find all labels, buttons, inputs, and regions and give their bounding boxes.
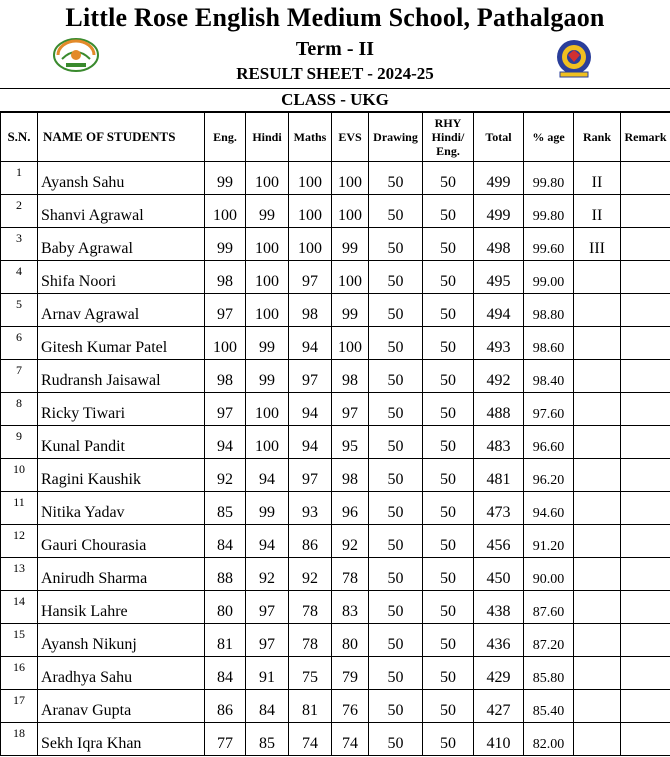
table-row [1,228,670,261]
rhy-marks-cell: 50 [423,558,474,591]
total-marks-cell: 473 [474,492,524,525]
total-marks-cell: 438 [474,591,524,624]
remark-cell [621,360,670,393]
maths-marks-cell: 75 [289,657,332,690]
evs-marks-cell: 96 [332,492,369,525]
drawing-marks-cell: 50 [369,723,423,756]
maths-marks-cell: 100 [289,228,332,261]
eng-marks-cell: 97 [205,393,246,426]
rank-cell: II [574,162,621,195]
eng-marks-cell: 84 [205,525,246,558]
maths-marks-cell: 98 [289,294,332,327]
evs-marks-cell: 98 [332,360,369,393]
serial-number-cell: 13 [1,558,38,591]
serial-number-cell: 12 [1,525,38,558]
rhy-marks-cell: 50 [423,624,474,657]
col-header-maths: Maths [289,113,332,162]
total-marks-cell: 427 [474,690,524,723]
rank-cell [574,261,621,294]
col-header-rhy [423,113,474,162]
hindi-marks-cell: 100 [246,393,289,426]
student-name-cell: Ayansh Sahu [38,162,205,195]
eng-marks-cell: 94 [205,426,246,459]
evs-marks-cell: 99 [332,228,369,261]
drawing-marks-cell: 50 [369,327,423,360]
remark-cell [621,492,670,525]
student-name-cell: Arnav Agrawal [38,294,205,327]
drawing-marks-cell: 50 [369,360,423,393]
maths-marks-cell: 97 [289,261,332,294]
hindi-marks-cell: 85 [246,723,289,756]
table-row [1,195,670,228]
rank-cell [574,360,621,393]
table-row [1,393,670,426]
drawing-marks-cell: 50 [369,162,423,195]
drawing-marks-cell: 50 [369,393,423,426]
eng-marks-cell: 86 [205,690,246,723]
col-header-name: NAME OF STUDENTS [38,113,205,162]
serial-number-cell: 5 [1,294,38,327]
total-marks-cell: 493 [474,327,524,360]
serial-number-cell: 16 [1,657,38,690]
rank-cell [574,624,621,657]
eng-marks-cell: 99 [205,162,246,195]
percentage-cell: 91.20 [524,525,574,558]
table-row [1,591,670,624]
drawing-marks-cell: 50 [369,624,423,657]
col-header-percentage: % age [524,113,574,162]
rhy-marks-cell: 50 [423,591,474,624]
serial-number-cell: 1 [1,162,38,195]
maths-marks-cell: 100 [289,195,332,228]
table-row [1,525,670,558]
eng-marks-cell: 100 [205,327,246,360]
rhy-marks-cell: 50 [423,459,474,492]
rank-cell [574,492,621,525]
remark-cell [621,723,670,756]
percentage-cell: 98.80 [524,294,574,327]
percentage-cell: 90.00 [524,558,574,591]
evs-marks-cell: 100 [332,327,369,360]
maths-marks-cell: 97 [289,360,332,393]
evs-marks-cell: 76 [332,690,369,723]
hindi-marks-cell: 92 [246,558,289,591]
student-name-cell: Anirudh Sharma [38,558,205,591]
table-row [1,690,670,723]
hindi-marks-cell: 100 [246,426,289,459]
percentage-cell: 85.40 [524,690,574,723]
percentage-cell: 97.60 [524,393,574,426]
hindi-marks-cell: 99 [246,327,289,360]
drawing-marks-cell: 50 [369,195,423,228]
maths-marks-cell: 81 [289,690,332,723]
hindi-marks-cell: 97 [246,624,289,657]
rhy-marks-cell: 50 [423,261,474,294]
rank-cell [574,327,621,360]
maths-marks-cell: 100 [289,162,332,195]
rhy-marks-cell: 50 [423,525,474,558]
total-marks-cell: 436 [474,624,524,657]
remark-cell [621,624,670,657]
student-name-cell: Rudransh Jaisawal [38,360,205,393]
rhy-marks-cell: 50 [423,360,474,393]
evs-marks-cell: 99 [332,294,369,327]
serial-number-cell: 7 [1,360,38,393]
student-name-cell: Kunal Pandit [38,426,205,459]
hindi-marks-cell: 91 [246,657,289,690]
percentage-cell: 98.40 [524,360,574,393]
rank-cell [574,393,621,426]
table-row [1,558,670,591]
maths-marks-cell: 92 [289,558,332,591]
rhy-marks-cell: 50 [423,393,474,426]
col-header-rank: Rank [574,113,621,162]
rank-cell: III [574,228,621,261]
eng-marks-cell: 88 [205,558,246,591]
maths-marks-cell: 86 [289,525,332,558]
evs-marks-cell: 100 [332,162,369,195]
rhy-marks-cell: 50 [423,492,474,525]
total-marks-cell: 499 [474,162,524,195]
remark-cell [621,162,670,195]
eng-marks-cell: 85 [205,492,246,525]
maths-marks-cell: 78 [289,624,332,657]
col-header-rhy-label: RHY Hindi/ Eng. [431,116,465,158]
hindi-marks-cell: 97 [246,591,289,624]
rank-cell [574,657,621,690]
drawing-marks-cell: 50 [369,261,423,294]
table-row [1,327,670,360]
percentage-cell: 96.60 [524,426,574,459]
student-name-cell: Aradhya Sahu [38,657,205,690]
student-name-cell: Gitesh Kumar Patel [38,327,205,360]
total-marks-cell: 429 [474,657,524,690]
evs-marks-cell: 79 [332,657,369,690]
remark-cell [621,294,670,327]
table-row [1,261,670,294]
eng-marks-cell: 81 [205,624,246,657]
eng-marks-cell: 80 [205,591,246,624]
total-marks-cell: 456 [474,525,524,558]
evs-marks-cell: 83 [332,591,369,624]
rhy-marks-cell: 50 [423,162,474,195]
eng-marks-cell: 99 [205,228,246,261]
percentage-cell: 87.60 [524,591,574,624]
hindi-marks-cell: 100 [246,294,289,327]
evs-marks-cell: 95 [332,426,369,459]
rhy-marks-cell: 50 [423,294,474,327]
total-marks-cell: 488 [474,393,524,426]
table-header-row [1,113,670,162]
total-marks-cell: 481 [474,459,524,492]
percentage-cell: 96.20 [524,459,574,492]
remark-cell [621,195,670,228]
eng-marks-cell: 98 [205,261,246,294]
rank-cell [574,294,621,327]
table-row [1,657,670,690]
percentage-cell: 99.80 [524,162,574,195]
percentage-cell: 94.60 [524,492,574,525]
eng-marks-cell: 92 [205,459,246,492]
remark-cell [621,327,670,360]
hindi-marks-cell: 94 [246,459,289,492]
rhy-marks-cell: 50 [423,657,474,690]
evs-marks-cell: 74 [332,723,369,756]
drawing-marks-cell: 50 [369,525,423,558]
remark-cell [621,591,670,624]
serial-number-cell: 8 [1,393,38,426]
serial-number-cell: 9 [1,426,38,459]
maths-marks-cell: 93 [289,492,332,525]
serial-number-cell: 11 [1,492,38,525]
maths-marks-cell: 97 [289,459,332,492]
total-marks-cell: 492 [474,360,524,393]
student-name-cell: Shifa Noori [38,261,205,294]
student-name-cell: Ragini Kaushik [38,459,205,492]
hindi-marks-cell: 100 [246,162,289,195]
table-row [1,360,670,393]
rank-cell [574,591,621,624]
evs-marks-cell: 78 [332,558,369,591]
remark-cell [621,690,670,723]
student-name-cell: Hansik Lahre [38,591,205,624]
percentage-cell: 98.60 [524,327,574,360]
result-sheet-title: RESULT SHEET - 2024-25 [236,64,434,83]
drawing-marks-cell: 50 [369,492,423,525]
hindi-marks-cell: 99 [246,492,289,525]
remark-cell [621,426,670,459]
percentage-cell: 87.20 [524,624,574,657]
hindi-marks-cell: 99 [246,360,289,393]
rhy-marks-cell: 50 [423,228,474,261]
hindi-marks-cell: 84 [246,690,289,723]
serial-number-cell: 2 [1,195,38,228]
hindi-marks-cell: 100 [246,228,289,261]
total-marks-cell: 450 [474,558,524,591]
percentage-cell: 85.80 [524,657,574,690]
drawing-marks-cell: 50 [369,294,423,327]
total-marks-cell: 494 [474,294,524,327]
serial-number-cell: 14 [1,591,38,624]
class-label: CLASS - UKG [0,88,670,112]
student-name-cell: Ricky Tiwari [38,393,205,426]
serial-number-cell: 15 [1,624,38,657]
col-header-total: Total [474,113,524,162]
student-name-cell: Nitika Yadav [38,492,205,525]
hindi-marks-cell: 99 [246,195,289,228]
drawing-marks-cell: 50 [369,459,423,492]
rhy-marks-cell: 50 [423,690,474,723]
evs-marks-cell: 92 [332,525,369,558]
eng-marks-cell: 84 [205,657,246,690]
rank-cell [574,690,621,723]
table-row [1,624,670,657]
evs-marks-cell: 100 [332,195,369,228]
rank-cell [574,723,621,756]
serial-number-cell: 18 [1,723,38,756]
sheet-header [0,0,670,112]
eng-marks-cell: 97 [205,294,246,327]
student-name-cell: Gauri Chourasia [38,525,205,558]
remark-cell [621,558,670,591]
school-name: Little Rose English Medium School, Pathalgaon [65,3,605,32]
rhy-marks-cell: 50 [423,426,474,459]
rank-cell [574,525,621,558]
drawing-marks-cell: 50 [369,426,423,459]
col-header-drawing: Drawing [369,113,423,162]
maths-marks-cell: 74 [289,723,332,756]
evs-marks-cell: 80 [332,624,369,657]
remark-cell [621,657,670,690]
total-marks-cell: 410 [474,723,524,756]
maths-marks-cell: 78 [289,591,332,624]
rank-cell [574,426,621,459]
rank-cell [574,558,621,591]
serial-number-cell: 4 [1,261,38,294]
total-marks-cell: 498 [474,228,524,261]
drawing-marks-cell: 50 [369,228,423,261]
remark-cell [621,393,670,426]
student-name-cell: Baby Agrawal [38,228,205,261]
drawing-marks-cell: 50 [369,558,423,591]
table-row [1,459,670,492]
student-name-cell: Shanvi Agrawal [38,195,205,228]
percentage-cell: 99.80 [524,195,574,228]
eng-marks-cell: 77 [205,723,246,756]
student-name-cell: Aranav Gupta [38,690,205,723]
hindi-marks-cell: 100 [246,261,289,294]
col-header-sn: S.N. [1,113,38,162]
serial-number-cell: 3 [1,228,38,261]
table-row [1,723,670,756]
col-header-eng: Eng. [205,113,246,162]
percentage-cell: 99.00 [524,261,574,294]
rank-cell: II [574,195,621,228]
eng-marks-cell: 100 [205,195,246,228]
col-header-evs: EVS [332,113,369,162]
total-marks-cell: 495 [474,261,524,294]
remark-cell [621,459,670,492]
evs-marks-cell: 98 [332,459,369,492]
remark-cell [621,525,670,558]
eng-marks-cell: 98 [205,360,246,393]
rank-cell [574,459,621,492]
total-marks-cell: 499 [474,195,524,228]
table-row [1,294,670,327]
student-name-cell: Ayansh Nikunj [38,624,205,657]
serial-number-cell: 6 [1,327,38,360]
drawing-marks-cell: 50 [369,690,423,723]
rhy-marks-cell: 50 [423,723,474,756]
total-marks-cell: 483 [474,426,524,459]
evs-marks-cell: 97 [332,393,369,426]
col-header-hindi: Hindi [246,113,289,162]
table-row [1,426,670,459]
maths-marks-cell: 94 [289,426,332,459]
serial-number-cell: 10 [1,459,38,492]
remark-cell [621,228,670,261]
hindi-marks-cell: 94 [246,525,289,558]
percentage-cell: 99.60 [524,228,574,261]
student-name-cell: Sekh Iqra Khan [38,723,205,756]
serial-number-cell: 17 [1,690,38,723]
rhy-marks-cell: 50 [423,327,474,360]
table-row [1,162,670,195]
evs-marks-cell: 100 [332,261,369,294]
drawing-marks-cell: 50 [369,591,423,624]
remark-cell [621,261,670,294]
rhy-marks-cell: 50 [423,195,474,228]
maths-marks-cell: 94 [289,393,332,426]
table-row [1,492,670,525]
result-table [0,112,670,756]
col-header-remark: Remark [621,113,670,162]
percentage-cell: 82.00 [524,723,574,756]
drawing-marks-cell: 50 [369,657,423,690]
maths-marks-cell: 94 [289,327,332,360]
term-label: Term - II [295,38,375,60]
